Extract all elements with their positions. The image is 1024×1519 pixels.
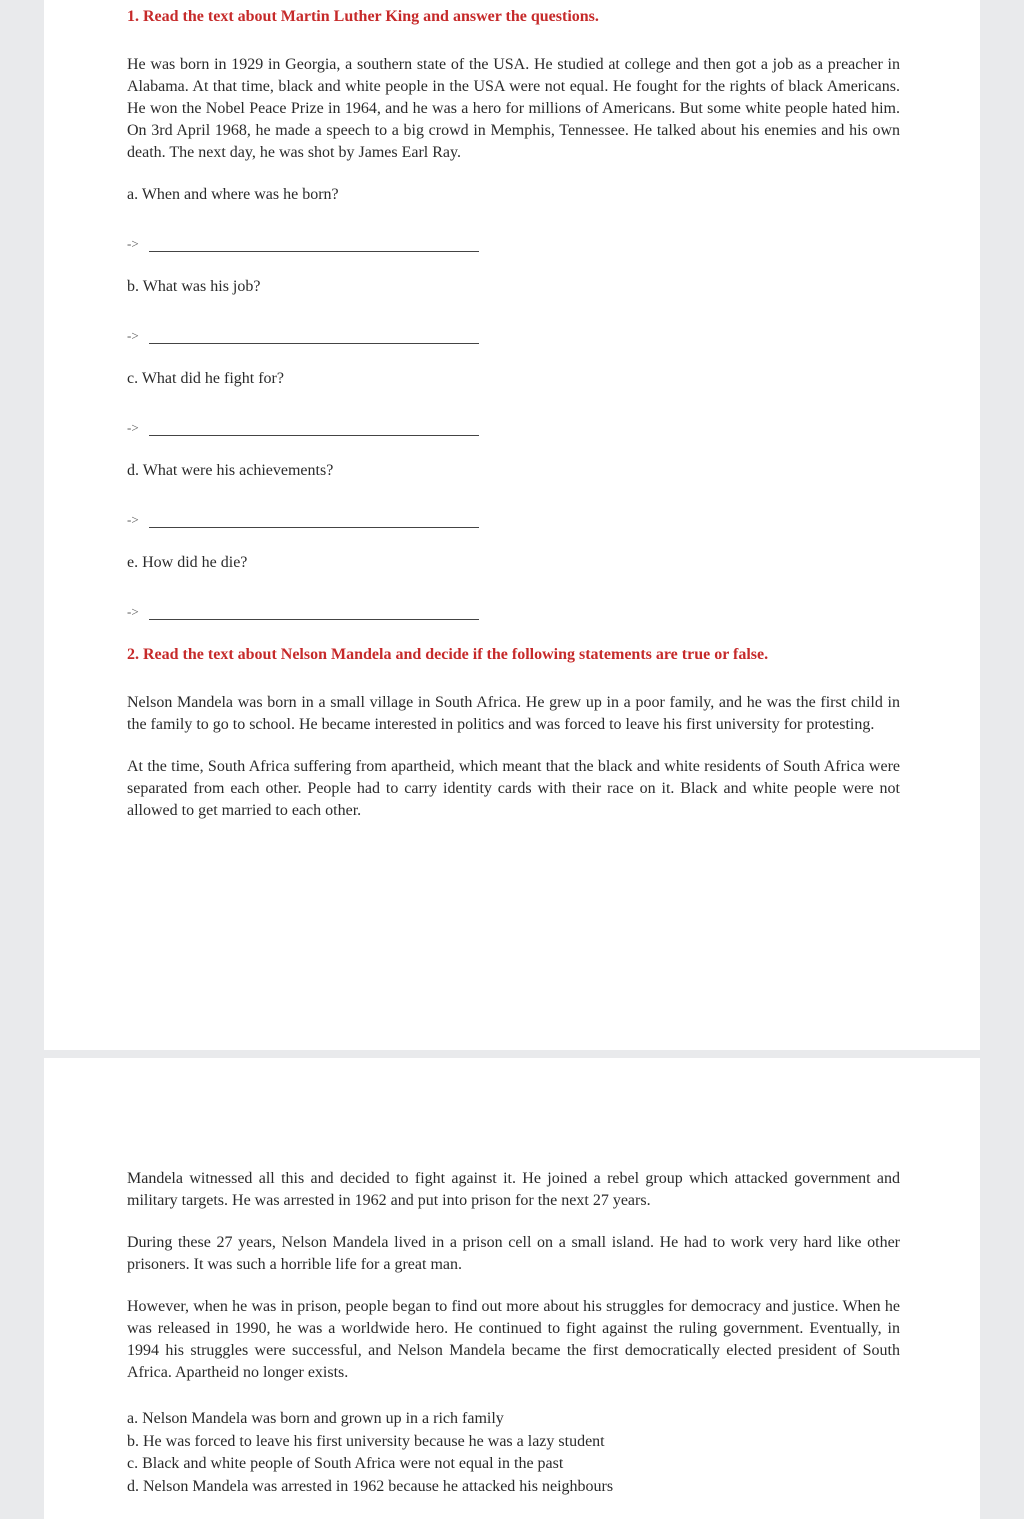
question-c: c. What did he fight for?: [127, 370, 284, 387]
question-e: e. How did he die?: [127, 554, 248, 571]
answer-line-a: [127, 230, 900, 252]
statement-b: b. He was forced to leave his first university because he was a lazy student: [127, 1432, 605, 1450]
mandela-paragraph-5: However, when he was in prison, people began to find out more about his struggles for democracy and justice. When he was released in 1990, he was a worldwide hero. He continued to fight against the ruling government. Eventually, in 1994 his struggles were successful, and Nelson Mandela became the first democratically elected president of South Africa. Apartheid no longer exists.: [127, 1298, 900, 1381]
answer-blank: [149, 421, 479, 436]
question-d: d. What were his achievements?: [127, 462, 334, 479]
arrow-icon: ->: [127, 512, 139, 527]
answer-line-e: [127, 598, 900, 620]
mandela-paragraph-4: During these 27 years, Nelson Mandela lived in a prison cell on a small island. He had to work very hard like other prisoners. It was such a horrible life for a great man.: [127, 1234, 900, 1273]
answer-line-d: [127, 506, 900, 528]
worksheet-page-1: [44, 0, 980, 1050]
answer-line-c: [127, 414, 900, 436]
mlk-reading-text: He was born in 1929 in Georgia, a southern state of the USA. He studied at college and then got a job as a preacher in Alabama. At that time, black and white people in the USA were not equal. He fought for the rights of black Americans. He won the Nobel Peace Prize in 1964, and he was a hero for millions of Americans. But some white people hated him. On 3rd April 1968, he made a speech to a big crowd in Memphis, Tennessee. He talked about his enemies and his own death. The next day, he was shot by James Earl Ray.: [127, 56, 900, 161]
arrow-icon: ->: [127, 328, 139, 343]
exercise-1-heading: 1. Read the text about Martin Luther King and answer the questions.: [127, 8, 599, 25]
mandela-paragraph-1: Nelson Mandela was born in a small village in South Africa. He grew up in a poor family, and he was the first child in the family to go to school. He became interested in politics and was forced to leave his first university for protesting.: [127, 694, 900, 733]
question-list: [127, 184, 900, 620]
arrow-icon: ->: [127, 236, 139, 251]
statement-a: a. Nelson Mandela was born and grown up in a rich family: [127, 1410, 504, 1427]
answer-blank: [149, 329, 479, 344]
mandela-paragraph-2: At the time, South Africa suffering from apartheid, which meant that the black and white residents of South Africa were separated from each other. People had to carry identity cards with their race on it. Black and white people were not allowed to get married to each other.: [127, 758, 900, 819]
answer-blank: [149, 605, 479, 620]
answer-blank: [149, 513, 479, 528]
true-false-statements: [127, 1408, 900, 1498]
statement-d: d. Nelson Mandela was arrested in 1962 because he attacked his neighbours: [127, 1477, 614, 1495]
arrow-icon: ->: [127, 420, 139, 435]
answer-blank: [149, 237, 479, 252]
answer-line-b: [127, 322, 900, 344]
mandela-paragraph-3: Mandela witnessed all this and decided to fight against it. He joined a rebel group which attacked government and military targets. He was arrested in 1962 and put into prison for the next 27 years.: [127, 1170, 900, 1209]
statement-c: c. Black and white people of South Africa were not equal in the past: [127, 1455, 564, 1472]
arrow-icon: ->: [127, 604, 139, 619]
question-a: a. When and where was he born?: [127, 186, 339, 203]
question-b: b. What was his job?: [127, 278, 261, 295]
worksheet-page-2: [44, 1058, 980, 1519]
exercise-2-heading: 2. Read the text about Nelson Mandela and decide if the following statements are true or false.: [127, 646, 769, 663]
